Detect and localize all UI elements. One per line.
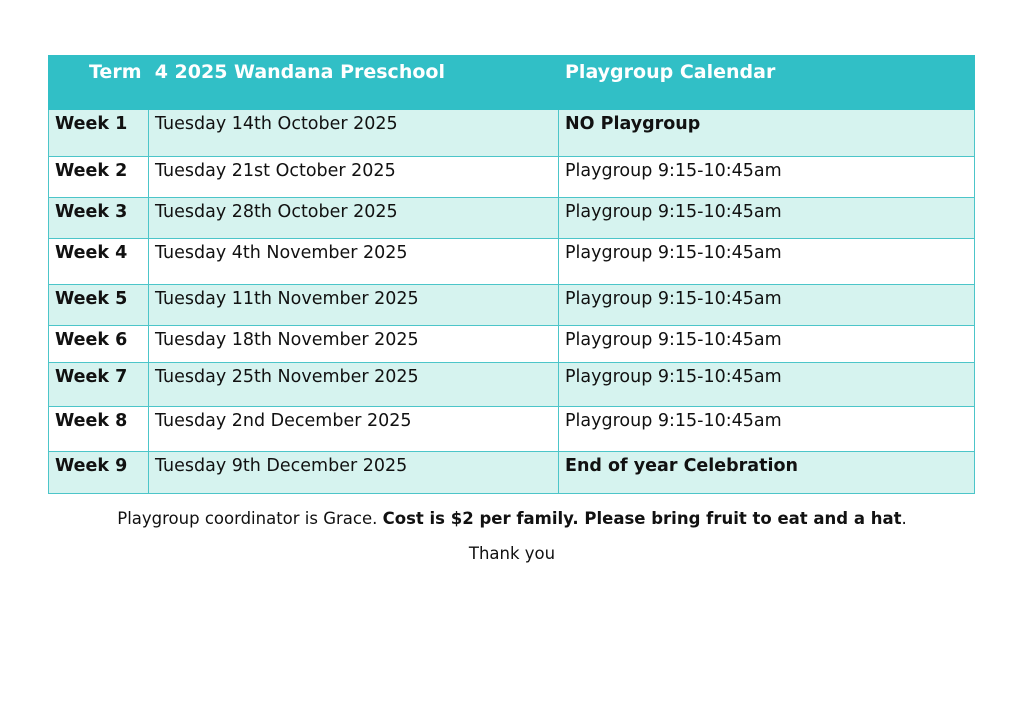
activity-cell: Playgroup 9:15-10:45am — [559, 239, 975, 285]
calendar-subtitle: Playgroup Calendar — [559, 56, 975, 110]
calendar-row — [49, 407, 975, 452]
week-label: Week 6 — [49, 326, 149, 363]
week-label: Week 7 — [49, 363, 149, 407]
week-label: Week 9 — [49, 452, 149, 494]
activity-cell: End of year Celebration — [559, 452, 975, 494]
calendar-row — [49, 326, 975, 363]
calendar-header — [49, 56, 975, 110]
date-cell: Tuesday 2nd December 2025 — [149, 407, 559, 452]
week-label: Week 2 — [49, 157, 149, 198]
calendar-row — [49, 110, 975, 157]
cost-note: Cost is $2 per family. Please bring fruit to eat and a hat — [382, 509, 902, 528]
activity-cell: Playgroup 9:15-10:45am — [559, 157, 975, 198]
date-cell: Tuesday 18th November 2025 — [149, 326, 559, 363]
calendar-row — [49, 285, 975, 326]
activity-cell: Playgroup 9:15-10:45am — [559, 326, 975, 363]
date-cell: Tuesday 21st October 2025 — [149, 157, 559, 198]
calendar-row — [49, 363, 975, 407]
calendar-row — [49, 239, 975, 285]
coordinator-text: Playgroup coordinator is Grace. — [117, 509, 383, 528]
thank-you-text: Thank you — [468, 544, 556, 563]
footer-note — [0, 509, 1024, 529]
week-label: Week 8 — [49, 407, 149, 452]
date-cell: Tuesday 9th December 2025 — [149, 452, 559, 494]
week-label: Week 3 — [49, 198, 149, 239]
playgroup-calendar-table — [48, 55, 975, 494]
week-label: Week 1 — [49, 110, 149, 157]
activity-cell: Playgroup 9:15-10:45am — [559, 285, 975, 326]
calendar-row — [49, 452, 975, 494]
week-label: Week 4 — [49, 239, 149, 285]
calendar-title: Term 4 2025 Wandana Preschool — [49, 56, 559, 110]
footer-period: . — [901, 509, 907, 528]
calendar-row — [49, 157, 975, 198]
date-cell: Tuesday 11th November 2025 — [149, 285, 559, 326]
week-label: Week 5 — [49, 285, 149, 326]
activity-cell: Playgroup 9:15-10:45am — [559, 407, 975, 452]
calendar-row — [49, 198, 975, 239]
date-cell: Tuesday 4th November 2025 — [149, 239, 559, 285]
calendar-body — [49, 110, 975, 494]
date-cell: Tuesday 25th November 2025 — [149, 363, 559, 407]
header-row — [49, 56, 975, 110]
activity-cell: Playgroup 9:15-10:45am — [559, 198, 975, 239]
activity-cell: NO Playgroup — [559, 110, 975, 157]
activity-cell: Playgroup 9:15-10:45am — [559, 363, 975, 407]
date-cell: Tuesday 28th October 2025 — [149, 198, 559, 239]
date-cell: Tuesday 14th October 2025 — [149, 110, 559, 157]
